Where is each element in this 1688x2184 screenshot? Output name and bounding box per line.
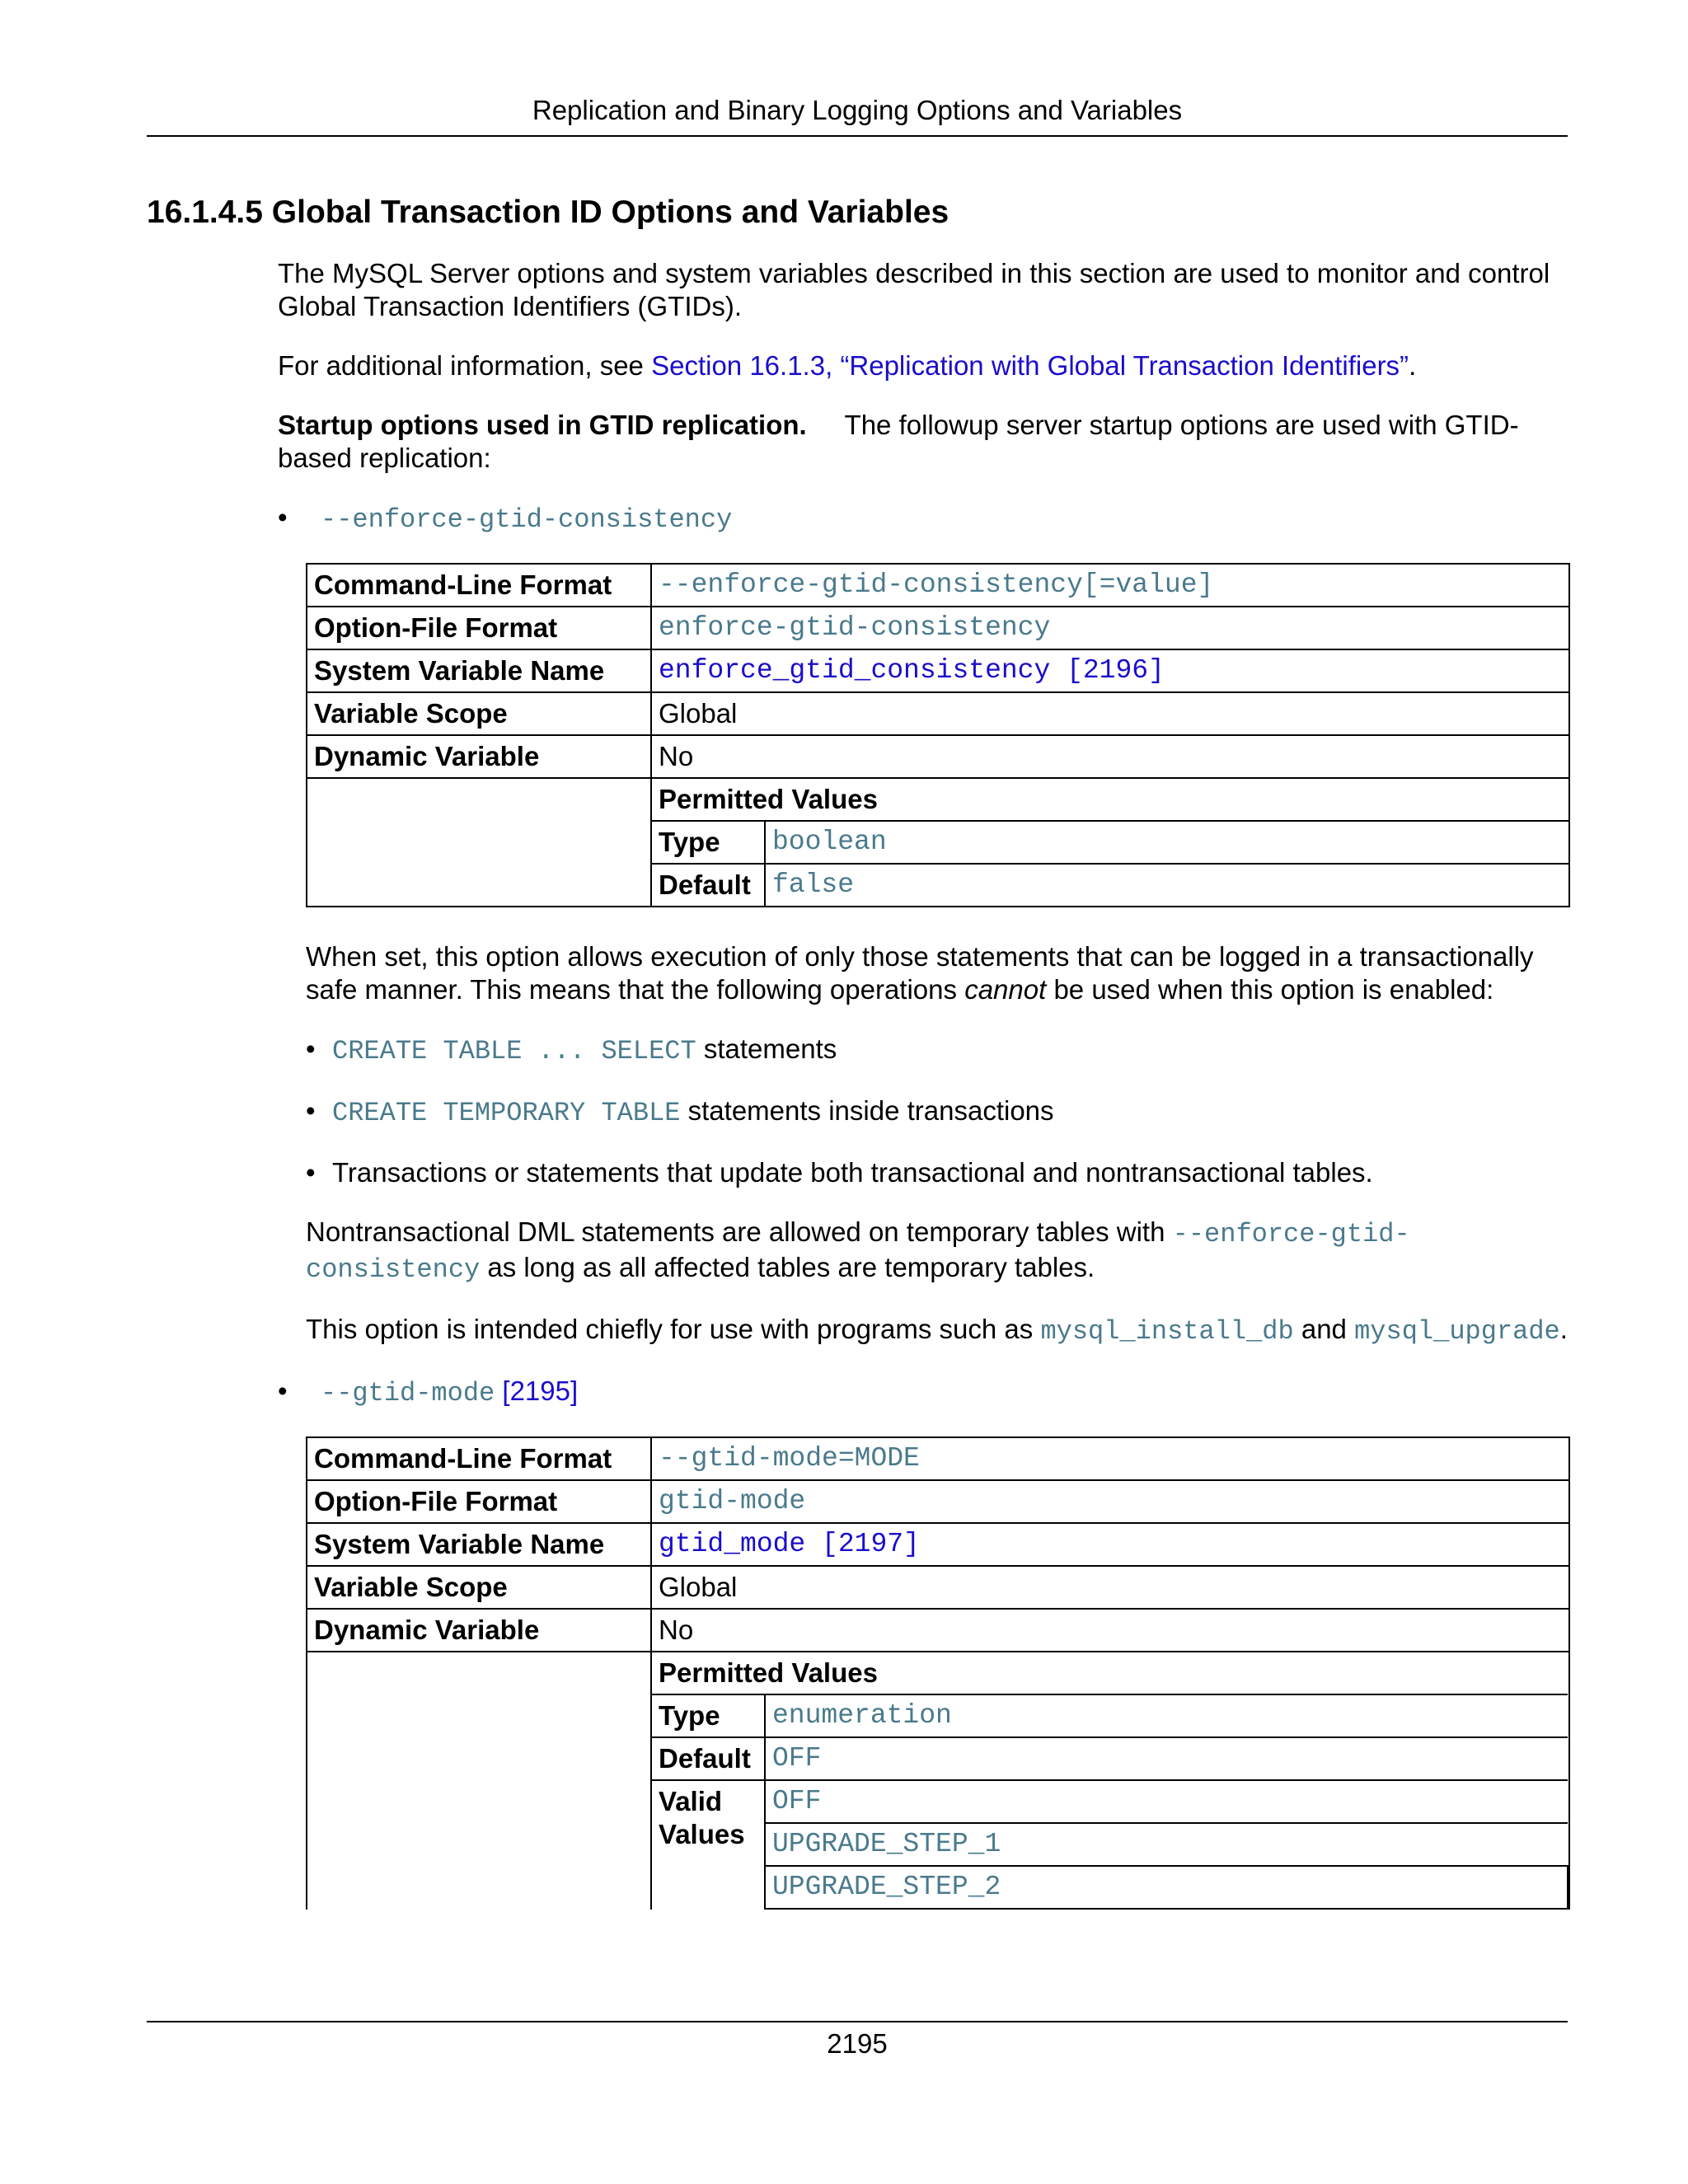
gtid-mode-table xyxy=(306,1436,1570,1910)
type-label: Type xyxy=(652,821,765,864)
variable-scope-value: Global xyxy=(651,1566,1569,1609)
section-title: 16.1.4.5 Global Transaction ID Options and Variables xyxy=(147,194,950,230)
description-text: Nontransactional DML statements are allowed on temporary tables with xyxy=(306,1216,1173,1247)
bullet-dot: • xyxy=(306,1157,316,1188)
description-text: This option is intended chiefly for use with programs such as xyxy=(306,1314,1041,1344)
variable-scope-label: Variable Scope xyxy=(307,1566,651,1609)
permitted-values-table xyxy=(652,779,1568,906)
footer-rule xyxy=(147,2021,1568,2022)
default-value: false xyxy=(765,864,1568,906)
dynamic-variable-value: No xyxy=(651,1609,1569,1652)
default-label: Default xyxy=(652,1737,765,1780)
permitted-values-table xyxy=(652,1652,1568,1910)
file-format-label: Option-File Format xyxy=(307,607,651,649)
bullet-dot: • xyxy=(278,1376,288,1406)
gtid-section-link[interactable]: Section 16.1.3, “Replication with Global Transaction Identifiers” xyxy=(651,350,1409,381)
default-label: Default xyxy=(652,864,765,906)
main-content xyxy=(278,257,1572,1910)
dynamic-variable-label: Dynamic Variable xyxy=(307,735,651,778)
type-value: enumeration xyxy=(765,1694,1568,1737)
startup-options-paragraph xyxy=(278,409,1572,475)
cmd-format-value: --enforce-gtid-consistency[=value] xyxy=(651,564,1569,607)
list-item-code: CREATE TEMPORARY TABLE xyxy=(332,1098,681,1128)
description-text-end: as long as all affected tables are temporary tables. xyxy=(480,1252,1095,1282)
dynamic-variable-value: No xyxy=(651,735,1569,778)
bullet-dot: • xyxy=(306,1033,316,1064)
running-header: Replication and Binary Logging Options and Variables xyxy=(147,92,1568,137)
sysvar-name-label: System Variable Name xyxy=(307,1523,651,1566)
sysvar-name-label: System Variable Name xyxy=(307,649,651,692)
permitted-values-heading: Permitted Values xyxy=(652,779,1568,821)
list-item-text: statements xyxy=(696,1033,837,1064)
enforce-gtid-consistency-table xyxy=(306,563,1570,907)
option-enforce-gtid-consistency xyxy=(278,501,1572,537)
cmd-format-label: Command-Line Format xyxy=(307,564,651,607)
file-format-label: Option-File Format xyxy=(307,1480,651,1523)
option-name: --enforce-gtid-consistency xyxy=(321,504,733,535)
cmd-format-label: Command-Line Format xyxy=(307,1437,651,1480)
inline-code-mysql-upgrade: mysql_upgrade xyxy=(1354,1316,1560,1347)
permitted-values-spacer xyxy=(307,778,651,907)
sysvar-name-link[interactable]: enforce_gtid_consistency [2196] xyxy=(651,649,1569,692)
description-text-mid: and xyxy=(1293,1314,1355,1344)
type-value: boolean xyxy=(765,821,1568,864)
additional-info-suffix: . xyxy=(1409,350,1417,381)
permitted-values-spacer xyxy=(307,1652,651,1910)
description-text-end: be used when this option is enabled: xyxy=(1046,974,1494,1005)
list-item xyxy=(306,1033,1570,1068)
startup-options-heading: Startup options used in GTID replication. xyxy=(278,410,807,440)
variable-scope-label: Variable Scope xyxy=(307,692,651,735)
bullet-dot: • xyxy=(278,502,288,532)
description-paragraph-1 xyxy=(306,940,1570,1006)
variable-scope-value: Global xyxy=(651,692,1569,735)
emphasis-cannot: cannot xyxy=(964,974,1047,1005)
intro-paragraph: The MySQL Server options and system variables described in this section are used to monitor and control Global Transaction Identifiers (GTIDs). xyxy=(278,258,1550,321)
valid-value: OFF xyxy=(765,1780,1568,1823)
permitted-values-cell xyxy=(651,778,1569,907)
description-paragraph-2 xyxy=(306,1216,1570,1286)
gtid-mode-ref-link[interactable]: [2195] xyxy=(502,1376,579,1406)
enforce-gtid-description xyxy=(306,940,1570,1348)
description-text: When set, this option allows execution of only those statements that can be logged in a transactionally safe manner. This means that the following operations xyxy=(306,941,1534,1005)
permitted-values-cell xyxy=(651,1652,1569,1910)
file-format-value: gtid-mode xyxy=(651,1480,1569,1523)
list-item xyxy=(306,1156,1570,1189)
option-gtid-mode xyxy=(278,1375,1572,1410)
list-item-text: statements inside transactions xyxy=(680,1095,1054,1126)
additional-info-paragraph xyxy=(278,349,1572,382)
permitted-values-heading: Permitted Values xyxy=(652,1652,1568,1694)
page-number: 2195 xyxy=(827,2028,888,2059)
inline-code: --enforce-gtid-consistency xyxy=(306,1219,1410,1285)
list-item-code: CREATE TABLE ... SELECT xyxy=(332,1036,696,1066)
list-item-text: Transactions or statements that update both transactional and nontransactional tables. xyxy=(332,1157,1373,1188)
description-text-end: . xyxy=(1559,1314,1568,1344)
sysvar-name-link[interactable]: gtid_mode [2197] xyxy=(651,1523,1569,1566)
valid-value: UPGRADE_STEP_2 xyxy=(765,1866,1568,1909)
valid-value: UPGRADE_STEP_1 xyxy=(765,1823,1568,1866)
additional-info-prefix: For additional information, see xyxy=(278,350,652,381)
valid-values-label: Valid Values xyxy=(652,1780,765,1909)
option-name: --gtid-mode xyxy=(321,1378,495,1408)
dynamic-variable-label: Dynamic Variable xyxy=(307,1609,651,1652)
inline-code-mysql-install-db: mysql_install_db xyxy=(1040,1316,1294,1347)
default-value: OFF xyxy=(765,1737,1568,1780)
file-format-value: enforce-gtid-consistency xyxy=(651,607,1569,649)
startup-options-text: The followup server startup options are used with GTID-based replication: xyxy=(278,410,1519,473)
type-label: Type xyxy=(652,1694,765,1737)
bullet-dot: • xyxy=(306,1095,316,1126)
list-item xyxy=(306,1094,1570,1130)
cmd-format-value: --gtid-mode=MODE xyxy=(651,1437,1569,1480)
description-paragraph-3 xyxy=(306,1313,1570,1348)
